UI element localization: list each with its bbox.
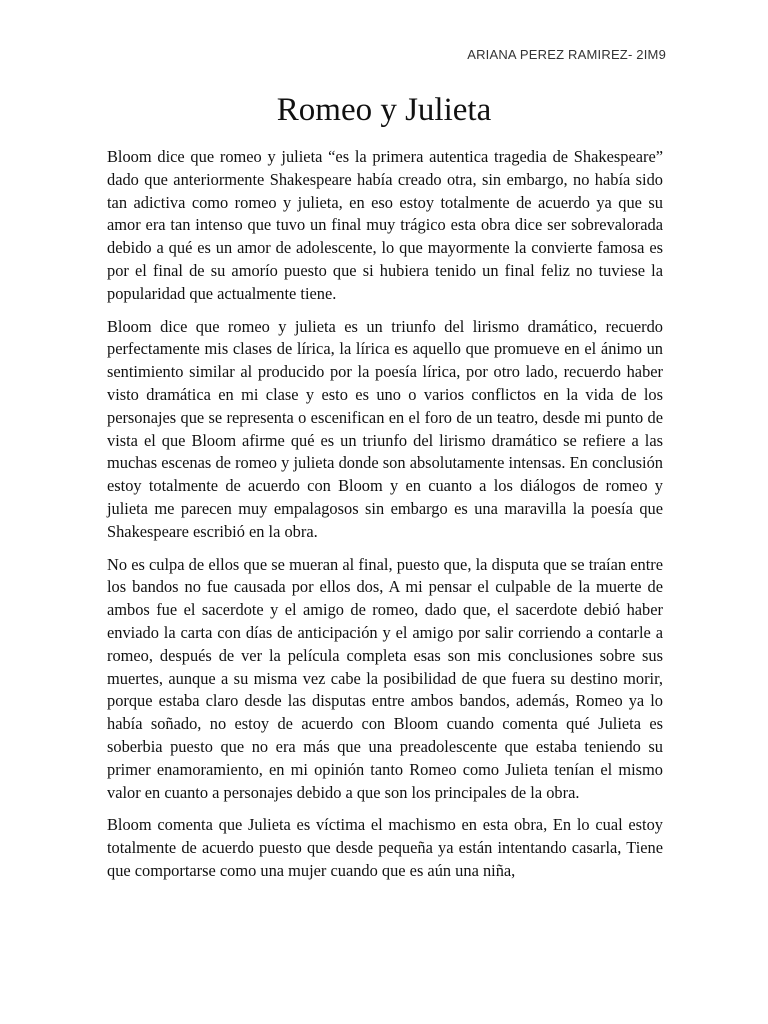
paragraph: Bloom comenta que Julieta es víctima el machismo en esta obra, En lo cual estoy totalmente de acuerdo puesto que desde pequeña ya están intentando casarla, Tiene que comportarse como una mujer cuando que es aún una niña, xyxy=(107,815,663,880)
author-header: ARIANA PEREZ RAMIREZ- 2IM9 xyxy=(467,47,666,62)
document-body xyxy=(107,146,663,893)
document-title: Romeo y Julieta xyxy=(276,92,492,128)
paragraph: Bloom dice que romeo y julieta “es la primera autentica tragedia de Shakespeare” dado que anteriormente Shakespeare había creado otra, sin embargo, no había sido tan adictiva como romeo y julieta, en eso estoy totalmente de acuerdo ya que su amor era tan intenso que tuvo un final muy trágico esta obra dice ser sobrevalorada debido a qué es un amor de adolescente, lo que mayormente la convierte famosa es por el final de su amorío puesto que si hubiera tenido un final feliz no tuviese la popularidad que actualmente tiene. xyxy=(107,147,663,303)
paragraph: Bloom dice que romeo y julieta es un triunfo del lirismo dramático, recuerdo perfectamente mis clases de lírica, la lírica es aquello que promueve en el ánimo un sentimiento similar al producido por la poesía lírica, por otro lado, recuerdo haber visto dramática en mi clase y esto es uno o varios conflictos en la vida de los personajes que se representa o escenifican en el foro de un teatro, desde mi punto de vista el que Bloom afirme qué es un triunfo del lirismo dramático se refiere a las muchas escenas de romeo y julieta donde son absolutamente intensas. En conclusión estoy totalmente de acuerdo con Bloom y en cuanto a los diálogos de romeo y julieta me parecen muy empalagosos sin embargo es una maravilla la poesía que Shakespeare escribió en la obra. xyxy=(107,316,663,541)
paragraph: No es culpa de ellos que se mueran al final, puesto que, la disputa que se traían entre los bandos no fue causada por ellos dos, A mi pensar el culpable de la muerte de ambos fue el sacerdote y el amigo de romeo, dado que, el sacerdote debió haber enviado la carta con días de anticipación y el amigo por salir corriendo a contarle a romeo, después de ver la película completa esas son mis conclusiones sobre sus muertes, aunque a su misma vez cabe la posibilidad de que fuera su destino morir, porque estaba claro desde las disputas entre ambos bandos, además, Romeo ya lo había soñado, no estoy de acuerdo con Bloom cuando comenta qué Julieta es soberbia puesto que no era más que una preadolescente que estaba teniendo su primer enamoramiento, en mi opinión tanto Romeo como Julieta tenían el mismo valor en cuanto a personajes debido a que son los principales de la obra. xyxy=(107,554,663,802)
